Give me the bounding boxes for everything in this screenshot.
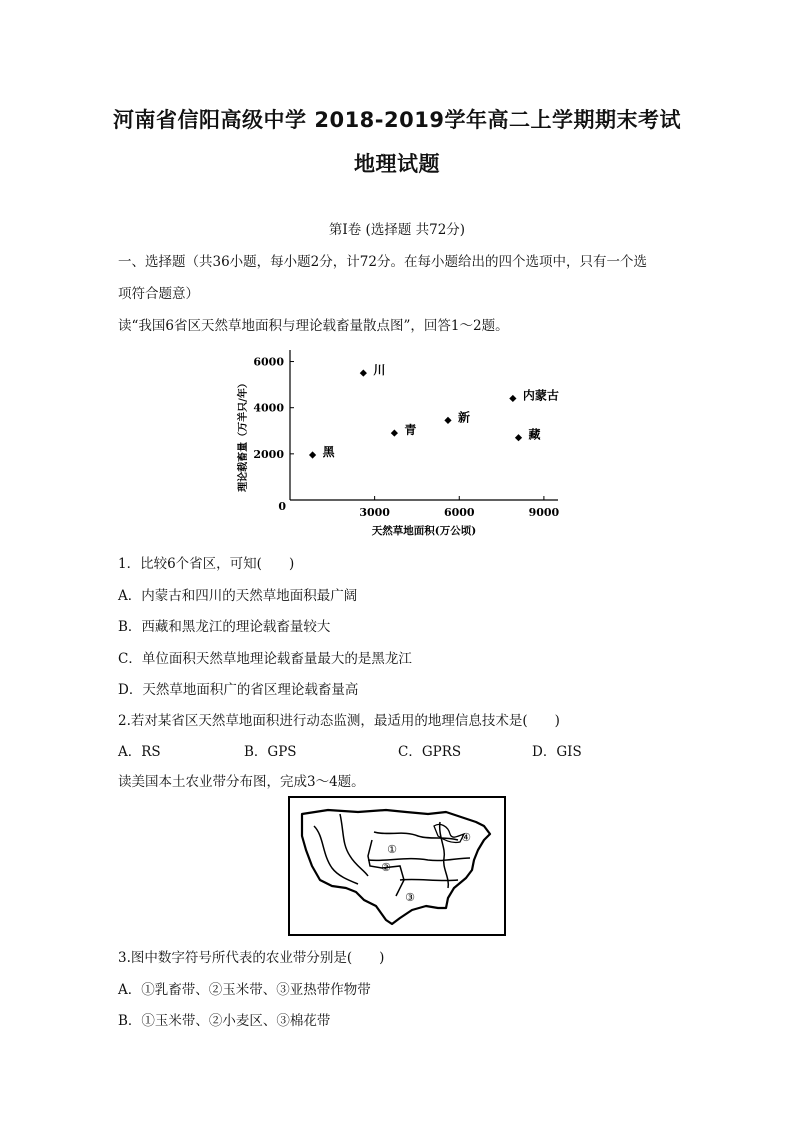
q3-stem: 3.图中数字符号所代表的农业带分别是( ) [118,950,385,966]
point-label: 黑 [322,445,335,459]
x-tick-label: 9000 [528,506,560,519]
exam-subtitle: 地理试题 [354,152,440,176]
y-tick-label: 2000 [253,447,284,461]
data-point [391,429,398,436]
q2-option-b: B．GPS [244,744,297,760]
y-tick-label: 4000 [253,401,284,415]
q3-option-a: A．①乳畜带、②玉米带、③亚热带作物带 [118,982,371,998]
instruction-line-1: 一、选择题（共36小题，每小题2分，计72分。在每小题给出的四个选项中，只有一个选 [118,254,647,270]
map-label-4: ④ [461,831,471,844]
q2-option-a: A．RS [118,744,161,760]
data-point [515,434,522,441]
x-tick-label: 6000 [443,506,475,519]
intro-map: 读美国本土农业带分布图，完成3～4题。 [118,774,365,790]
x-axis-title: 天然草地面积(万公顷) [371,525,477,537]
q2-option-d: D．GIS [532,744,582,760]
section-heading: 第Ⅰ卷 (选择题 共72分) [328,222,466,238]
q1-option-d: D．天然草地面积广的省区理论载畜量高 [118,682,359,698]
y-tick-label: 6000 [253,355,284,369]
q3-option-b: B．①玉米带、②小麦区、③棉花带 [118,1013,331,1029]
origin-label: 0 [278,500,286,513]
q1-stem: 1．比较6个省区，可知( ) [118,556,295,572]
point-label: 青 [404,423,417,438]
point-label: 川 [373,363,386,378]
point-label: 藏 [528,427,541,442]
intro-chart: 读“我国6省区天然草地面积与理论载畜量散点图”，回答1～2题。 [118,318,509,334]
data-point [509,395,516,402]
q1-option-b: B．西藏和黑龙江的理论载畜量较大 [118,619,331,635]
data-point [360,369,367,376]
point-label: 新 [457,410,470,425]
us-agri-map [288,796,506,936]
scatter-chart [230,342,580,540]
data-point [309,451,316,458]
q2-stem: 2.若对某省区天然草地面积进行动态监测，最适用的地理信息技术是( ) [118,713,560,729]
q1-option-c: C．单位面积天然草地理论载畜量最大的是黑龙江 [118,651,412,667]
exam-title: 河南省信阳高级中学 2018-2019学年高二上学期期末考试 [113,108,681,132]
q1-option-a: A．内蒙古和四川的天然草地面积最广阔 [118,588,358,604]
map-label-1: ① [387,843,397,856]
y-axis-title: 理论载畜量（万羊只/年） [238,378,249,492]
point-label: 内蒙古 [522,388,559,403]
instruction-line-2: 项符合题意） [118,286,199,302]
data-point [444,417,451,424]
x-tick-label: 3000 [359,506,390,519]
q2-option-c: C．GPRS [398,744,462,760]
map-label-2: ② [381,861,391,874]
map-label-3: ③ [405,891,415,904]
